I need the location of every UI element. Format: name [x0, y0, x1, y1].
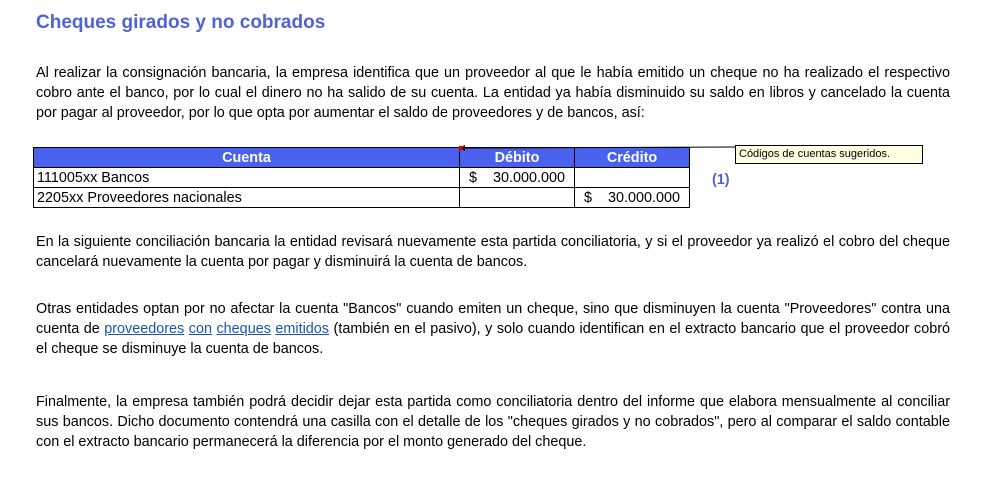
paragraph-text: (también en el pasivo), y solo cuando identifican en el extracto bancario que el proveedor cobró el cheque se disminuye la cuenta de bancos.	[36, 321, 950, 357]
cell-credito	[575, 188, 690, 208]
accounting-entry-table	[33, 147, 690, 208]
table-row	[34, 188, 690, 208]
cell-cuenta: 111005xx Bancos	[34, 168, 460, 188]
paragraph-reconciliation: En la siguiente conciliación bancaria la entidad revisará nuevamente esta partida conciliatoria, y si el proveedor ya realizó el cobro del cheque cancelará nuevamente la cuenta por pagar y disminuirá la cuenta de bancos.	[36, 234, 950, 270]
link-con[interactable]: con	[188, 321, 212, 337]
header-credito: Crédito	[575, 148, 690, 168]
cell-debito	[460, 168, 575, 188]
page-title: Cheques girados y no cobrados	[36, 12, 326, 33]
amount-value: 30.000.000	[607, 189, 680, 206]
currency-symbol: $	[469, 169, 478, 186]
intro-paragraph: Al realizar la consignación bancaria, la empresa identifica que un proveedor al que le había emitido un cheque no ha realizado el respectivo cobro ante el banco, por lo cual el dinero no ha salido de su cuenta. La entidad ya había disminuido su saldo en libros y cancelado la cuenta por pagar al proveedor, por lo que opta por aumentar el saldo de proveedores y de bancos, así:	[36, 65, 950, 121]
header-debito: Débito	[460, 148, 575, 168]
cell-credito	[575, 168, 690, 188]
paragraph-text: Otras entidades optan por no afectar la cuenta "Bancos" cuando emiten un cheque, sino que disminuyen la cuenta "Proveedores" contra una cuenta de	[36, 301, 950, 337]
paragraph-conclusion: Finalmente, la empresa también podrá decidir dejar esta partida como conciliatoria dentro del informe que elabora mensualmente al conciliar sus bancos. Dicho documento contendrá una casilla con el detalle de los "cheques girados y no cobrados", pero al comparar el saldo contable con el extracto bancario permanecerá la diferencia por el monto generado del cheque.	[36, 394, 950, 450]
cell-debito	[460, 188, 575, 208]
paragraph-alternative	[36, 299, 950, 359]
link-proveedores[interactable]: proveedores	[104, 321, 185, 337]
footnote-marker: (1)	[712, 172, 730, 188]
table-row	[34, 168, 690, 188]
currency-symbol: $	[584, 189, 593, 206]
link-cheques[interactable]: cheques	[216, 321, 271, 337]
comment-tooltip: Códigos de cuentas sugeridos.	[735, 145, 923, 164]
amount-value: 30.000.000	[492, 169, 565, 186]
table-header-row	[34, 148, 690, 168]
cell-cuenta: 2205xx Proveedores nacionales	[34, 188, 460, 208]
link-emitidos[interactable]: emitidos	[275, 321, 330, 337]
header-cuenta: Cuenta	[34, 148, 460, 168]
